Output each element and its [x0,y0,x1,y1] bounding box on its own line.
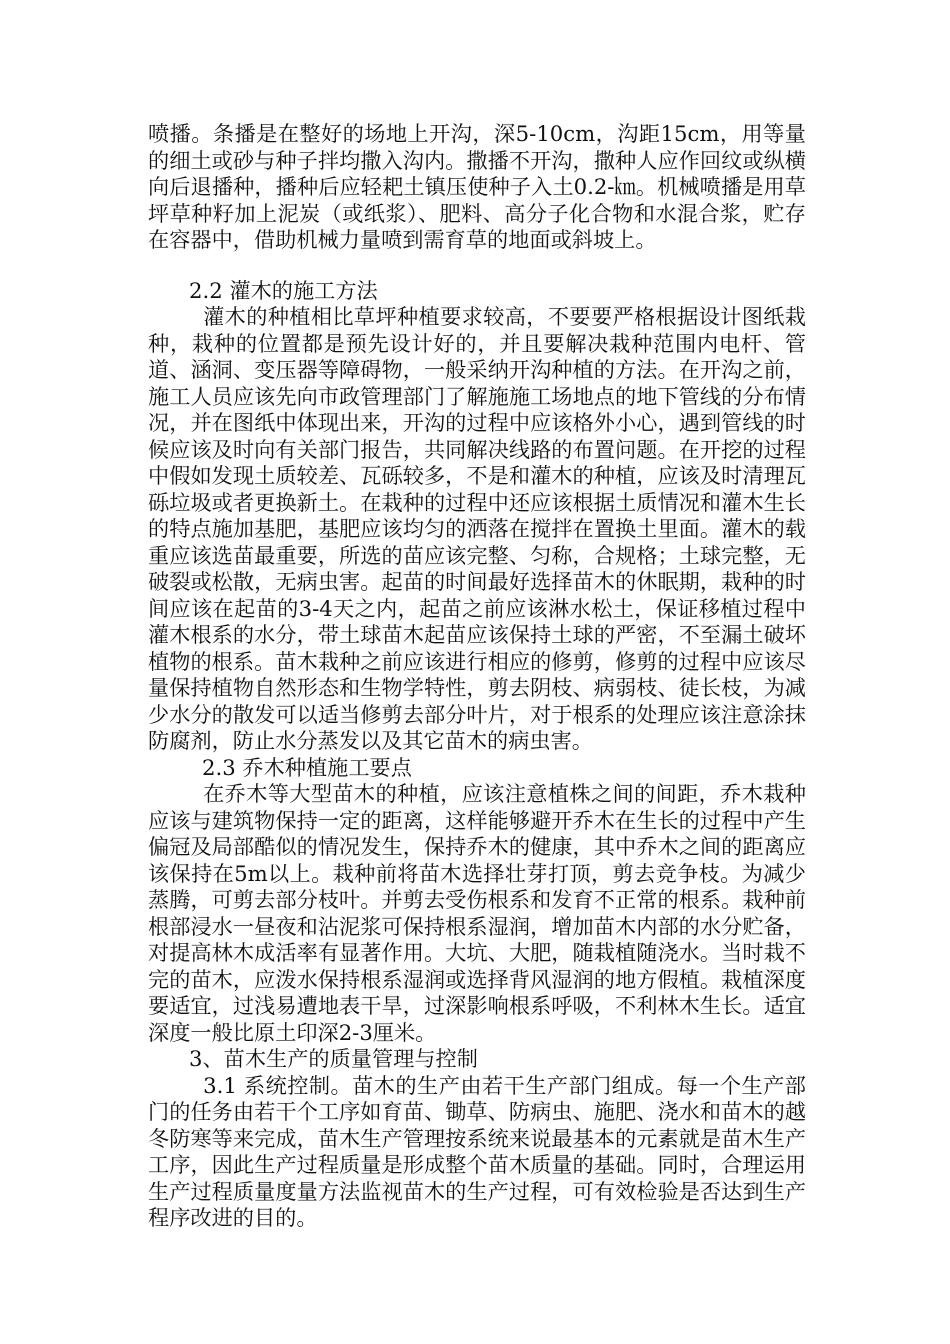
document-page [148,121,806,1232]
body-paragraph-sowing: 喷播。条播是在整好的场地上开沟，深5-10cm，沟距15cm，用等量的细土或砂与种子拌均撒入沟内。撒播不开沟，撒种人应作回纹或纵横向后退播种，播种后应轻耙土镇压使种子入土0.2-㎞。机械喷播是用草坪草种籽加上泥炭（或纸浆）、肥料、高分子化合物和水混合浆，贮存在容器中，借助机械力量喷到需育草的地面或斜坡上。 [148,121,806,252]
body-paragraph-quality-control: 3.1 系统控制。苗木的生产由若干生产部门组成。每一个生产部门的任务由若干个工序如育苗、锄草、防病虫、施肥、浇水和苗木的越冬防寒等来完成，苗木生产管理按系统来说最基本的元素就是苗木生产工序，因此生产过程质量是形成整个苗木质量的基础。同时，合理运用生产过程质量度量方法监视苗木的生产过程，可有效检验是否达到生产程序改进的目的。 [148,1072,806,1230]
section-heading-2-3: 2.3 乔木种植施工要点 [202,754,412,780]
section-heading-2-2: 2.2 灌木的施工方法 [189,277,378,303]
body-paragraph-trees: 在乔木等大型苗木的种植，应该注意植株之间的间距，乔木栽种应该与建筑物保持一定的距离，这样能够避开乔木在生长的过程中产生偏冠及局部酷似的情况发生，保持乔木的健康，其中乔木之间的距离应该保持在5m以上。栽种前将苗木选择壮芽打顶，剪去竞争枝。为减少蒸腾，可剪去部分枝叶。并剪去受伤根系和发育不正常的根系。栽种前根部浸水一昼夜和沾泥浆可保持根系湿润，增加苗木内部的水分贮备，对提高林木成活率有显著作用。大坑、大肥，随栽植随浇水。当时栽不完的苗木，应泼水保持根系湿润或选择背风湿润的地方假植。栽植深度要适宜，过浅易遭地表干旱，过深影响根系呼吸，不利林木生长。适宜深度一般比原土印深2-3厘米。 [148,781,806,1045]
section-heading-3: 3、苗木生产的质量管理与控制 [189,1046,478,1071]
body-paragraph-shrubs: 灌木的种植相比草坪种植要求较高，不要要严格根据设计图纸栽种，栽种的位置都是预先设计好的，并且要解决栽种范围内电杆、管道、涵洞、变压器等障碍物，一般采纳开沟种植的方法。在开沟之前，施工人员应该先向市政管理部门了解施施工场地点的地下管线的分布情况，并在图纸中体现出来，开沟的过程中应该格外小心，遇到管线的时候应该及时向有关部门报告，共同解决线路的布置问题。在开挖的过程中假如发现土质较差、瓦砾较多，不是和灌木的种植，应该及时清理瓦砾垃圾或者更换新土。在栽种的过程中还应该根据土质情况和灌木生长的特点施加基肥，基肥应该均匀的洒落在搅拌在置换土里面。灌木的载重应该选苗最重要，所选的苗应该完整、匀称，合规格；土球完整，无破裂或松散，无病虫害。起苗的时间最好选择苗木的休眠期，栽种的时间应该在起苗的3-4天之内，起苗之前应该淋水松土，保证移植过程中灌木根系的水分，带土球苗木起苗应该保持土球的严密，不至漏土破坏植物的根系。苗木栽种之前应该进行相应的修剪，修剪的过程中应该尽量保持植物自然形态和生物学特性，剪去阴枝、病弱枝、徒长枝，为减少水分的散发可以适当修剪去部分叶片，对于根系的处理应该注意涂抹防腐剂，防止水分蒸发以及其它苗木的病虫害。 [148,304,806,753]
paragraph-spacer [148,254,806,278]
